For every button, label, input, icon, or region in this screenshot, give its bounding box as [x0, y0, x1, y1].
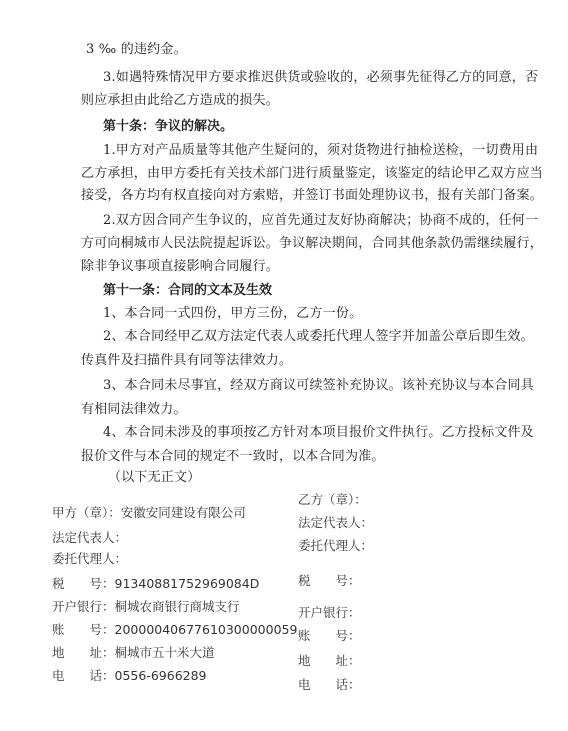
party-a-phone-value: 0556-6966289	[114, 668, 207, 683]
party-a-address-value: 桐城市五十米大道	[114, 645, 215, 660]
party-a-legal-rep-row	[52, 528, 127, 548]
clause-9-3-line-2: 则应承担由此给乙方造成的损失。	[81, 93, 280, 108]
party-a-bank-label: 开户银行：	[52, 599, 115, 614]
party-b-address-row	[298, 651, 361, 671]
party-b-phone-row	[298, 675, 361, 695]
party-b-bank-label: 开户银行：	[298, 605, 361, 620]
party-a-tax-row	[52, 574, 259, 594]
party-a-tax-value: 91340881752969084D	[114, 576, 260, 591]
party-b-address-label: 地 址：	[298, 653, 361, 668]
party-a-agent-row	[52, 549, 127, 569]
party-b-tax-row	[298, 571, 361, 591]
clause-11-4-line-1: 4、本合同未涉及的事项按乙方针对本项目报价文件执行。乙方投标文件及	[103, 425, 534, 440]
clause-11-3-line-2: 有相同法律效力。	[81, 402, 187, 417]
clause-11-2-line-2: 传真件及扫描件具有同等法律效力。	[81, 353, 293, 368]
party-a-name-value: 安徽安同建设有限公司	[120, 505, 246, 520]
party-a-address-row	[52, 643, 215, 663]
clause-11-3-line-1: 3、本合同未尽事宜，经双方商议可续签补充协议。该补充协议与本合同具	[103, 378, 534, 393]
clause-11-4-line-2: 报价文件与本合同的规定不一致时，以本合同为准。	[81, 449, 385, 464]
party-b-account-row	[298, 626, 361, 646]
party-b-legal-rep-label: 法定代表人：	[298, 515, 374, 530]
article-11-heading: 第十一条：合同的文本及生效	[103, 283, 273, 298]
party-a-address-label: 地 址：	[52, 645, 115, 660]
clause-10-2-line-1: 2.双方因合同产生争议的，应首先通过友好协商解决；协商不成的，任何一	[103, 213, 539, 228]
end-of-text-note: （以下无正文）	[108, 470, 201, 485]
clause-10-2-line-2: 方可向桐城市人民法院提起诉讼。争议解决期间，合同其他条款仍需继续履行，	[81, 236, 544, 251]
party-b-agent-row	[298, 536, 373, 556]
party-a-name-label: 甲方（章）：	[52, 505, 121, 520]
party-b-phone-label: 电 话：	[298, 677, 361, 692]
party-a-bank-row	[52, 597, 240, 617]
party-a-account-value: 20000040677610300000059	[114, 622, 298, 637]
party-a-account-label: 账 号：	[52, 622, 115, 637]
party-b-legal-rep-row	[298, 513, 373, 533]
clause-10-1-line-2: 乙方承担，由甲方委托有关技术部门进行质量鉴定，该鉴定的结论甲乙双方应当	[81, 166, 544, 181]
party-b-tax-label: 税 号：	[298, 573, 361, 588]
clause-10-1-line-1: 1.甲方对产品质量等其他产生疑问的，须对货物进行抽检送检，一切费用由	[103, 143, 539, 158]
party-a-agent-label: 委托代理人：	[52, 551, 128, 566]
party-a-tax-label: 税 号：	[52, 576, 115, 591]
party-b-bank-row	[298, 603, 361, 623]
party-b-agent-label: 委托代理人：	[298, 538, 374, 553]
party-a-legal-rep-label: 法定代表人：	[52, 530, 128, 545]
clause-10-2-line-3: 除非争议事项直接影响合同履行。	[81, 259, 280, 274]
party-b-name-row	[298, 490, 367, 510]
party-b-account-label: 账 号：	[298, 628, 361, 643]
clause-9-3-line-1: 3.如遇特殊情况甲方要求推迟供货或验收的，必须事先征得乙方的同意，否	[103, 70, 539, 85]
clause-10-1-line-3: 接受，各方均有权直接向对方索赔，并签订书面处理协议书，报有关部门备案。	[81, 188, 544, 203]
clause-11-2-line-1: 2、本合同经甲乙双方法定代表人或委托代理人签字并加盖公章后即生效。	[103, 329, 534, 344]
party-a-account-row	[52, 620, 297, 640]
party-a-name-row	[52, 503, 246, 523]
party-a-phone-label: 电 话：	[52, 668, 115, 683]
clause-11-1: 1、本合同一式四份，甲方三份，乙方一份。	[103, 306, 363, 321]
penalty-line: 3 ‰ 的违约金。	[86, 42, 187, 57]
party-a-phone-row	[52, 666, 207, 686]
party-b-name-label: 乙方（章）：	[298, 492, 367, 507]
article-10-heading: 第十条：争议的解决。	[103, 119, 234, 134]
party-a-bank-value: 桐城农商银行商城支行	[114, 599, 240, 614]
